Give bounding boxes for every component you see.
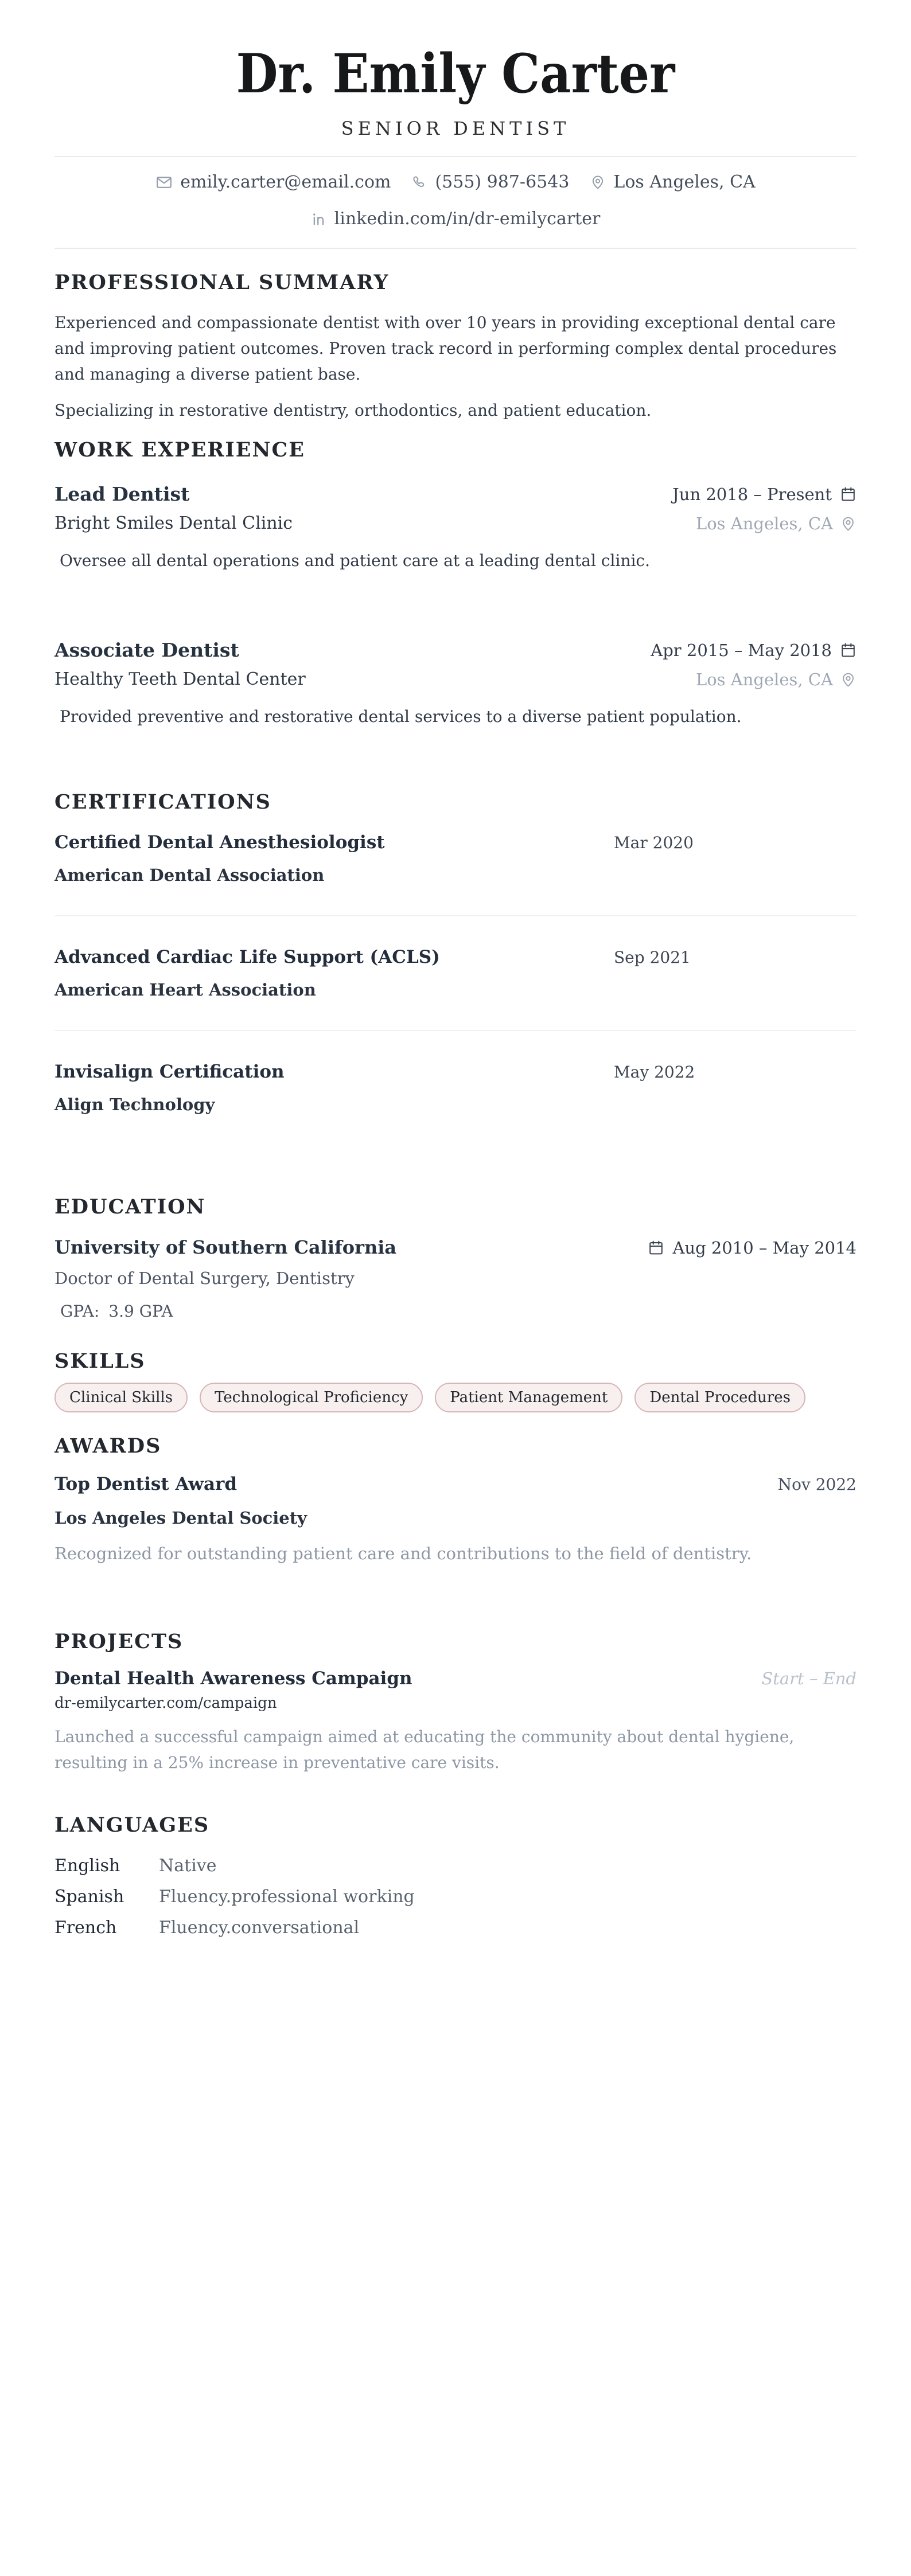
job-dates <box>672 485 857 504</box>
gpa-label: GPA: <box>60 1302 100 1321</box>
summary-paragraph-1: Experienced and compassionate dentist with over 10 years in providing exceptional dental care and improving patient outcomes. Proven track record in performing complex dental procedures and managing a diverse patient base. <box>54 313 837 384</box>
language-fluency: Fluency.professional working <box>159 1887 415 1907</box>
job-dates-text: Apr 2015 – May 2018 <box>651 640 832 660</box>
certification-divider <box>54 915 857 916</box>
map-pin-icon <box>590 174 606 190</box>
mail-icon <box>155 174 173 191</box>
certification-title-row <box>54 830 857 854</box>
section-heading-experience: WORK EXPERIENCE <box>54 438 305 462</box>
job-title: SENIOR DENTIST <box>341 118 570 140</box>
contact-row-primary <box>54 171 857 194</box>
job-title-text: Associate Dentist <box>54 639 239 662</box>
calendar-icon <box>648 1239 664 1256</box>
contact-linkedin-text: linkedin.com/in/dr-emilycarter <box>334 209 601 229</box>
section-heading-projects: PROJECTS <box>54 1630 184 1654</box>
job-location <box>696 514 857 533</box>
contact-linkedin[interactable] <box>311 208 601 231</box>
skill-pill: Patient Management <box>435 1383 622 1412</box>
language-name: English <box>54 1856 120 1876</box>
job-title-row <box>54 482 857 506</box>
certification-title: Invisalign Certification <box>54 1061 285 1083</box>
contact-location <box>590 171 755 194</box>
education-entry <box>54 1235 857 1323</box>
contact-row-secondary <box>54 208 857 231</box>
education-title-row <box>54 1235 857 1260</box>
certification-title: Certified Dental Anesthesiologist <box>54 832 385 853</box>
school-name: University of Southern California <box>54 1236 397 1259</box>
job-title-row <box>54 638 857 662</box>
contact-phone-text: (555) 987-6543 <box>435 172 570 193</box>
award-title: Top Dentist Award <box>54 1474 238 1495</box>
job-company-row <box>54 512 857 535</box>
language-name: French <box>54 1918 117 1938</box>
calendar-icon <box>840 642 857 658</box>
language-row <box>54 1855 857 1878</box>
job-entry <box>54 482 857 573</box>
project-url[interactable]: dr-emilycarter.com/campaign <box>54 1695 277 1712</box>
job-company-row <box>54 668 857 691</box>
contact-location-text: Los Angeles, CA <box>613 172 756 193</box>
section-heading-languages: LANGUAGES <box>54 1813 210 1837</box>
language-row <box>54 1917 857 1939</box>
project-entry <box>54 1666 857 1775</box>
job-dates-text: Jun 2018 – Present <box>672 484 832 504</box>
job-location <box>696 670 857 689</box>
skill-pill: Technological Proficiency <box>200 1383 423 1412</box>
certification-entry <box>54 830 857 887</box>
project-dates: Start – End <box>761 1669 857 1689</box>
certification-date: Mar 2020 <box>614 833 694 853</box>
phone-icon <box>411 174 427 190</box>
job-title-text: Lead Dentist <box>54 483 190 506</box>
contact-phone <box>411 171 569 194</box>
certification-date: May 2022 <box>614 1063 695 1082</box>
job-location-text: Los Angeles, CA <box>695 514 833 534</box>
job-description: Oversee all dental operations and patient care at a leading dental clinic. <box>60 551 651 571</box>
award-title-row <box>54 1472 857 1496</box>
certification-title-row <box>54 945 857 969</box>
skill-pill: Clinical Skills <box>54 1383 188 1412</box>
certification-entry <box>54 1060 857 1116</box>
certification-title: Advanced Cardiac Life Support (ACLS) <box>54 947 440 968</box>
company-name: Healthy Teeth Dental Center <box>54 669 306 690</box>
certification-divider <box>54 1030 857 1031</box>
section-heading-summary: PROFESSIONAL SUMMARY <box>54 271 390 295</box>
header-divider-bottom <box>54 248 857 249</box>
certification-issuer: American Dental Association <box>54 865 325 885</box>
project-description: Launched a successful campaign aimed at educating the community about dental hygiene, resulting in a 25% increase in preventative care visits. <box>54 1727 795 1773</box>
section-heading-education: EDUCATION <box>54 1195 206 1219</box>
gpa-value: 3.9 GPA <box>108 1302 173 1321</box>
candidate-name: Dr. Emily Carter <box>236 41 675 106</box>
degree-text: Doctor of Dental Surgery, Dentistry <box>54 1269 355 1289</box>
education-dates <box>648 1238 857 1258</box>
calendar-icon <box>840 486 857 502</box>
project-title: Dental Health Awareness Campaign <box>54 1668 412 1689</box>
company-name: Bright Smiles Dental Clinic <box>54 513 293 534</box>
gpa-row <box>54 1300 857 1323</box>
award-issuer: Los Angeles Dental Society <box>54 1508 307 1528</box>
award-entry <box>54 1472 857 1567</box>
skill-pill: Dental Procedures <box>634 1383 805 1412</box>
section-heading-certifications: CERTIFICATIONS <box>54 790 271 814</box>
award-date: Nov 2022 <box>777 1474 857 1494</box>
section-heading-awards: AWARDS <box>54 1434 162 1458</box>
language-name: Spanish <box>54 1887 124 1907</box>
contact-email[interactable] <box>155 171 391 194</box>
language-row <box>54 1886 857 1908</box>
map-pin-icon <box>840 672 857 688</box>
header-divider-top <box>54 156 857 157</box>
section-heading-skills: SKILLS <box>54 1349 146 1373</box>
map-pin-icon <box>840 516 857 532</box>
job-entry <box>54 638 857 729</box>
certification-issuer: Align Technology <box>54 1095 215 1115</box>
job-location-text: Los Angeles, CA <box>695 670 833 690</box>
certification-title-row <box>54 1060 857 1084</box>
certification-date: Sep 2021 <box>614 948 691 967</box>
certification-entry <box>54 945 857 1001</box>
job-dates <box>651 641 857 660</box>
summary-paragraph-2: Specializing in restorative dentistry, orthodontics, and patient education. <box>54 401 652 420</box>
education-dates-text: Aug 2010 – May 2014 <box>672 1238 857 1258</box>
linkedin-icon <box>311 211 327 227</box>
skills-pill-list <box>54 1383 857 1412</box>
language-fluency: Fluency.conversational <box>159 1918 360 1938</box>
job-description: Provided preventive and restorative dental services to a diverse patient population. <box>60 707 742 727</box>
project-title-row <box>54 1666 857 1691</box>
certification-issuer: American Heart Association <box>54 980 316 1000</box>
contact-email-text: emily.carter@email.com <box>180 172 391 193</box>
award-description: Recognized for outstanding patient care and contributions to the field of dentistry. <box>54 1544 752 1564</box>
language-fluency: Native <box>159 1856 217 1876</box>
